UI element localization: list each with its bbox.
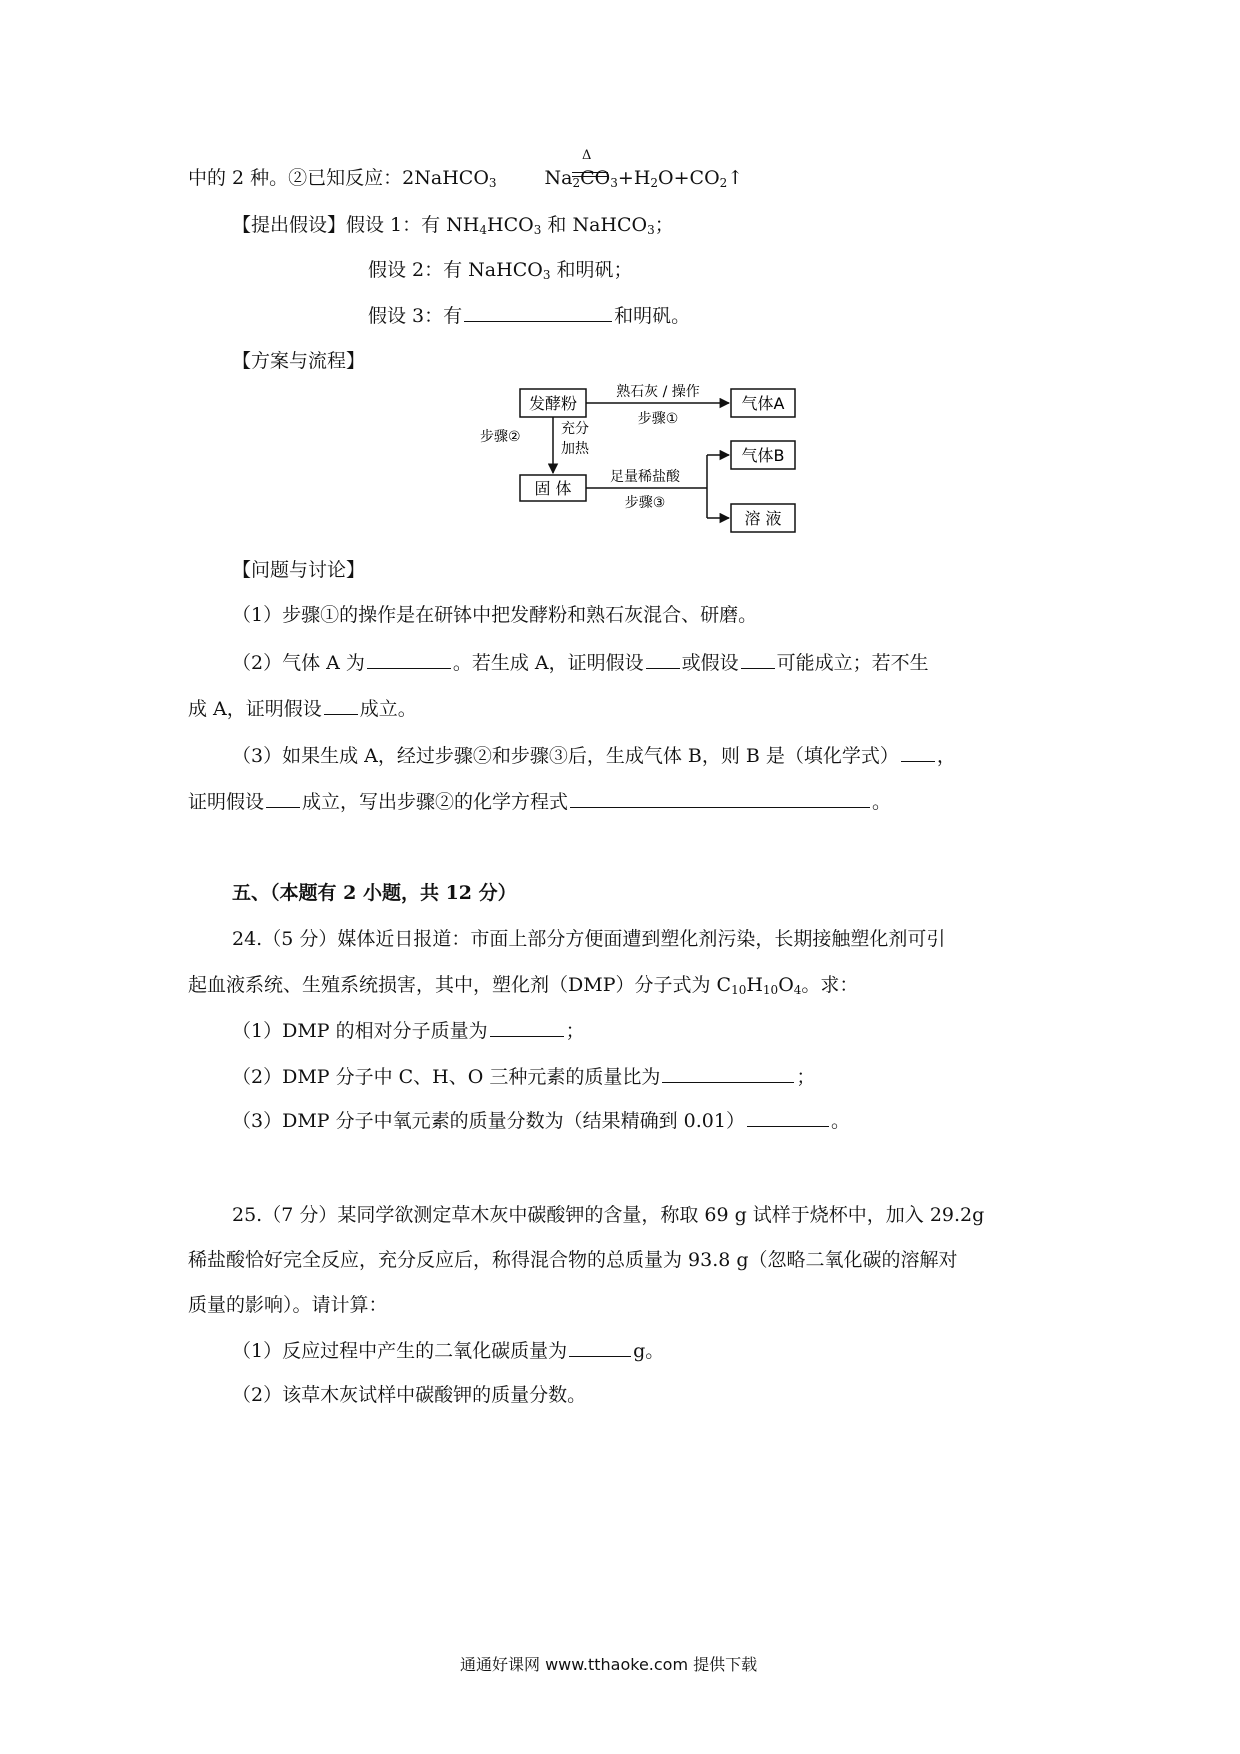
q24-3: [232, 1106, 850, 1135]
q2-text: 可能成立；若不生: [776, 652, 929, 674]
heat-condition: Δ: [582, 148, 592, 163]
q24-line2: [188, 971, 858, 999]
question-3-line1: [232, 741, 956, 770]
hypotheses-heading: 【提出假设】: [232, 214, 347, 236]
h3-text: 和明矾。: [614, 305, 691, 327]
product-text: CO: [580, 167, 611, 189]
product-text: Na: [544, 167, 573, 189]
question-2-line1: [232, 648, 929, 677]
product-text: O+CO: [658, 167, 720, 189]
sub: 3: [533, 223, 542, 237]
answer-blank[interactable]: [569, 1336, 631, 1357]
h2-text: 和明矾；: [550, 259, 633, 281]
question-1: （1）步骤①的操作是在研钵中把发酵粉和熟石灰混合、研磨。: [232, 604, 758, 626]
q24-3-text: （3）DMP 分子中氧元素的质量分数为（结果精确到 0.01）: [232, 1110, 745, 1132]
sub: 10: [731, 983, 747, 997]
hypothesis-2: [368, 256, 633, 284]
box-gas-b-label: 气体B: [741, 446, 785, 465]
q2-text: （2）气体 A 为: [232, 652, 365, 674]
h1-text: 假设 1：有 NH: [346, 214, 480, 236]
q25-2: （2）该草木灰试样中碳酸钾的质量分数。: [232, 1384, 587, 1406]
sub: 2: [572, 176, 581, 190]
q2-text: 成 A，证明假设: [188, 698, 322, 720]
answer-blank[interactable]: [324, 694, 358, 715]
answer-blank[interactable]: [367, 648, 451, 669]
q24-1: [232, 1016, 585, 1045]
section-5-title: 五、（本题有 2 小题，共 12 分）: [232, 882, 517, 904]
box-solution-label: 溶 液: [744, 509, 782, 528]
intro-text: 中的 2 种。②已知反应：2NaHCO: [188, 167, 489, 189]
q25-line1: 25.（7 分）某同学欲测定草木灰中碳酸钾的含量，称取 69 g 试样于烧杯中，加入 29.2g: [232, 1204, 985, 1226]
q25-1-text: g。: [633, 1340, 665, 1362]
question-3-line2: [188, 787, 891, 816]
sub: 3: [488, 176, 497, 190]
answer-blank[interactable]: [464, 301, 612, 322]
q25-line3: 质量的影响）。请计算：: [188, 1294, 388, 1316]
h1-text: 和 NaHCO: [541, 214, 648, 236]
answer-blank[interactable]: [741, 648, 775, 669]
h3-text: 假设 3：有: [368, 305, 463, 327]
answer-blank[interactable]: [266, 787, 300, 808]
intro-line: [188, 164, 743, 192]
q3-text: 。: [872, 791, 892, 813]
q2-text: 成立。: [359, 698, 417, 720]
question-2-line2: [188, 694, 417, 723]
q3-text: 证明假设: [188, 791, 265, 813]
arrow-step3-top: 足量稀盐酸: [610, 469, 680, 485]
step2-label: 步骤②: [480, 429, 521, 445]
step2-cond1: 充分: [561, 421, 589, 437]
hypothesis-1: [232, 211, 674, 239]
sub: 3: [610, 176, 618, 190]
q25-1-text: （1）反应过程中产生的二氧化碳质量为: [232, 1340, 568, 1362]
q24-line1: 24.（5 分）媒体近日报道：市面上部分方便面遭到塑化剂污染，长期接触塑化剂可引: [232, 928, 946, 950]
box-solid-label: 固 体: [534, 479, 572, 498]
q2-text: 或假设: [681, 652, 739, 674]
answer-blank[interactable]: [747, 1106, 829, 1127]
sub: 2: [719, 176, 728, 190]
flow-diagram: [480, 383, 825, 543]
q24-text: H: [746, 974, 763, 996]
discussion-heading: 【问题与讨论】: [232, 559, 366, 581]
gas-arrow: ↑: [727, 167, 744, 189]
q2-text: 。若生成 A，证明假设: [452, 652, 644, 674]
box-gas-a-label: 气体A: [741, 394, 785, 413]
q24-text: 起血液系统、生殖系统损害，其中，塑化剂（DMP）分子式为 C: [188, 974, 732, 996]
q25-1: [232, 1336, 664, 1365]
answer-blank[interactable]: [646, 648, 680, 669]
page-footer: 通通好课网 www.tthaoke.com 提供下载: [460, 1655, 758, 1674]
hypothesis-3: [368, 301, 690, 330]
step2-cond2: 加热: [561, 441, 589, 457]
sub: 2: [650, 176, 659, 190]
q24-2-text: ；: [796, 1066, 816, 1088]
sub: 3: [542, 268, 551, 282]
q3-text: ，: [936, 745, 956, 767]
arrow-step1-top: 熟石灰 / 操作: [616, 384, 700, 400]
sub: 4: [793, 983, 802, 997]
answer-blank[interactable]: [570, 787, 870, 808]
sub: 10: [762, 983, 779, 997]
scheme-heading: 【方案与流程】: [232, 350, 366, 372]
q24-text: 。求：: [801, 974, 859, 996]
arrow-step3-bottom: 步骤③: [624, 495, 666, 511]
reaction-equals: [572, 172, 608, 177]
answer-blank[interactable]: [490, 1016, 564, 1037]
product-text: +H: [617, 167, 651, 189]
q24-text: O: [778, 974, 794, 996]
box-powder-label: 发酵粉: [528, 394, 578, 413]
h2-text: 假设 2：有 NaHCO: [368, 259, 543, 281]
q24-3-text: 。: [830, 1110, 850, 1132]
sub: 3: [647, 223, 655, 237]
h1-text: HCO: [487, 214, 534, 236]
answer-blank[interactable]: [901, 741, 935, 762]
q3-text: 成立，写出步骤②的化学方程式: [302, 791, 569, 813]
q25-line2: 稀盐酸恰好完全反应，充分反应后，称得混合物的总质量为 93.8 g（忽略二氧化碳的溶解对: [188, 1249, 958, 1271]
arrow-step1-bottom: 步骤①: [637, 411, 679, 427]
q24-1-text: （1）DMP 的相对分子质量为: [232, 1020, 488, 1042]
q3-text: （3）如果生成 A，经过步骤②和步骤③后，生成气体 B，则 B 是（填化学式）: [232, 745, 899, 767]
q24-2: [232, 1062, 815, 1091]
h1-text: ；: [654, 214, 674, 236]
sub: 4: [479, 223, 488, 237]
q24-1-text: ；: [565, 1020, 585, 1042]
q24-2-text: （2）DMP 分子中 C、H、O 三种元素的质量比为: [232, 1066, 661, 1088]
answer-blank[interactable]: [662, 1062, 794, 1083]
